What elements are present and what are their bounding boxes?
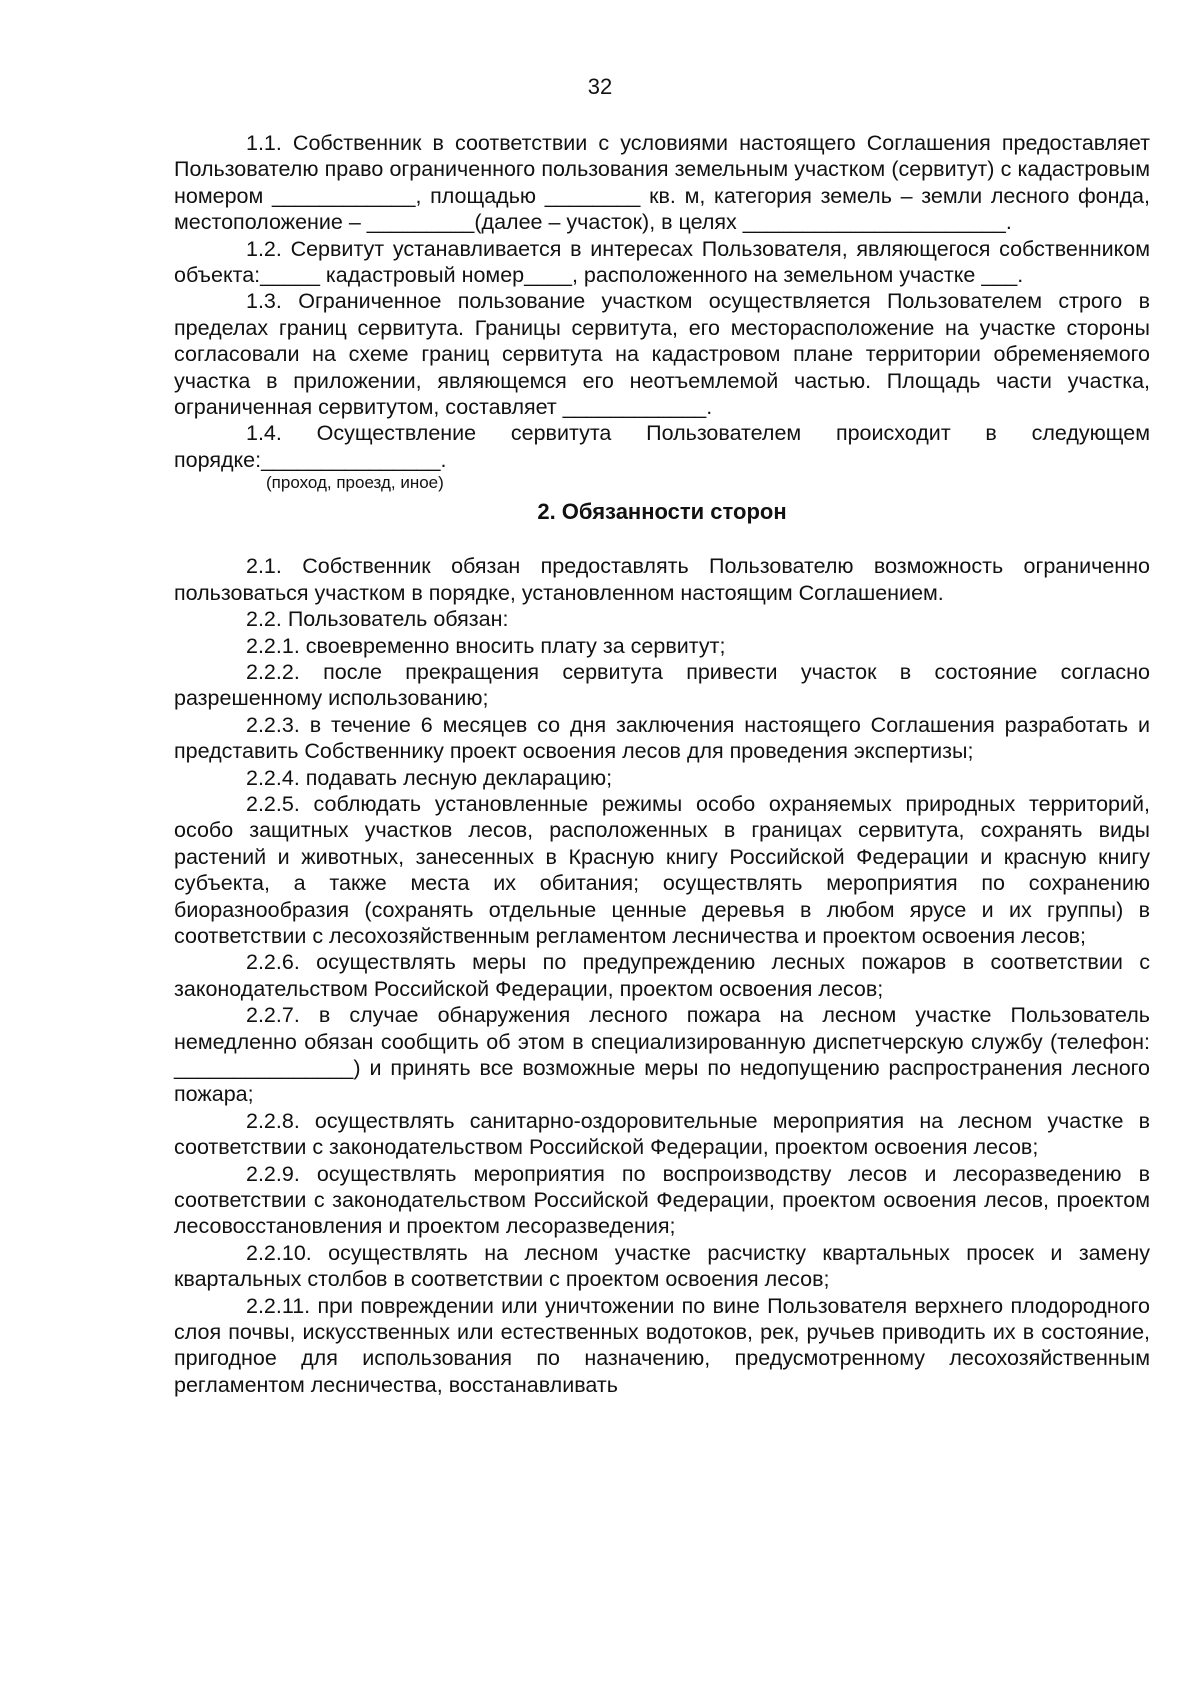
page-number: 32: [587, 74, 613, 99]
clause-2-2-5: 2.2.5. соблюдать установленные режимы особо охраняемых природных территорий, особо защитных участков лесов, расположенных в границах сервитута, сохранять виды растений и животных, занесенных в Красную книгу Российской Федерации и красную книгу субъекта, а также места их обитания; осуществлять мероприятия по сохранению биоразнообразия (сохранять отдельные ценные деревья в любом ярусе и их группы) в соответствии с лесохозяйственным регламентом лесничества и проектом освоения лесов;: [174, 791, 1150, 948]
clause-2-2-4: 2.2.4. подавать лесную декларацию;: [246, 765, 613, 790]
clause-2-2-1: 2.2.1. своевременно вносить плату за сервитут;: [246, 633, 726, 658]
section-2-title: 2. Обязанности сторон: [537, 499, 787, 525]
clause-2-1: 2.1. Собственник обязан предоставлять Пользователю возможность ограниченно пользоваться участком в порядке, установленном настоящим Соглашением.: [174, 554, 1150, 605]
clause-1-4-hint: (проход, проезд, иное): [266, 473, 444, 493]
clause-2-2-11: 2.2.11. при повреждении или уничтожении по вине Пользователя верхнего плодородного слоя почвы, искусственных или естественных водотоков, рек, ручьев приводить их в состояние, пригодное для использования по назначению, предусмотренному лесохозяйственным регламентом лесничества, восстанавливать: [174, 1293, 1150, 1397]
clause-1-2: 1.2. Сервитут устанавливается в интересах Пользователя, являющегося собственником объекта:_____ кадастровый номер____, расположенного на земельном участке ___.: [174, 236, 1150, 288]
clause-2-2-2: 2.2.2. после прекращения сервитута привести участок в состояние согласно разрешенному использованию;: [174, 659, 1150, 711]
clause-2-2-9: 2.2.9. осуществлять мероприятия по воспроизводству лесов и лесоразведению в соответствии с законодательством Российской Федерации, проектом освоения лесов, проектом лесовосстановления и проектом лесоразведения;: [174, 1161, 1150, 1239]
clause-2-2: 2.2. Пользователь обязан:: [246, 607, 509, 632]
clause-1-4: 1.4. Осуществление сервитута Пользователем происходит в следующем порядке:_______________.: [174, 421, 1150, 472]
clause-2-2-10: 2.2.10. осуществлять на лесном участке расчистку квартальных просек и замену квартальных столбов в соответствии с проектом освоения лесов;: [174, 1240, 1150, 1292]
clause-1-1: 1.1. Собственник в соответствии с условиями настоящего Соглашения предоставляет Пользователю право ограниченного пользования земельным участком (сервитут) с кадастровым номером ____________, площадью ________ кв. м, категория земель – земли лесного фонда, местоположение – _________(далее – участок), в целях ______________________.: [174, 131, 1150, 235]
clause-2-2-3: 2.2.3. в течение 6 месяцев со дня заключения настоящего Соглашения разработать и представить Собственнику проект освоения лесов для проведения экспертизы;: [174, 712, 1150, 764]
clause-2-2-6: 2.2.6. осуществлять меры по предупреждению лесных пожаров в соответствии с законодательством Российской Федерации, проектом освоения лесов;: [174, 950, 1150, 1001]
clause-2-2-7: 2.2.7. в случае обнаружения лесного пожара на лесном участке Пользователь немедленно обязан сообщить об этом в специализированную диспетчерскую службу (телефон: _______________) и принять все возможные меры по недопущению распространения лесного пожара;: [174, 1003, 1150, 1107]
clause-1-3: 1.3. Ограниченное пользование участком осуществляется Пользователем строго в пределах границ сервитута. Границы сервитута, его месторасположение на участке стороны согласовали на схеме границ сервитута на кадастровом плане территории обременяемого участка в приложении, являющемся его неотъемлемой частью. Площадь части участка, ограниченная сервитутом, составляет ____________.: [174, 289, 1150, 420]
document-body: [174, 130, 1150, 1398]
clause-2-2-8: 2.2.8. осуществлять санитарно-оздоровительные мероприятия на лесном участке в соответствии с законодательством Российской Федерации, проектом освоения лесов;: [174, 1108, 1150, 1160]
